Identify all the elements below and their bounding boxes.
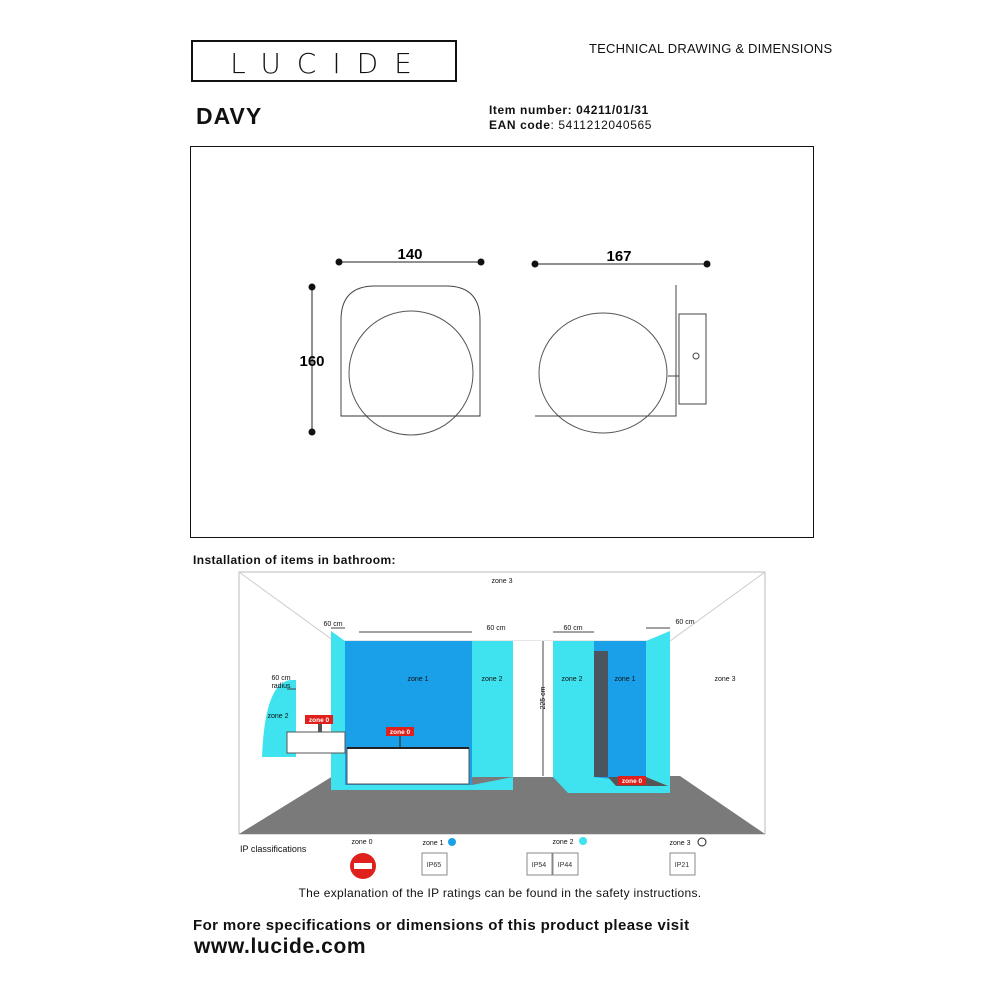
width-dimension: 140 [397, 246, 423, 263]
website-link[interactable]: www.lucide.com [194, 935, 367, 958]
zone3-right-label: zone 3 [714, 676, 736, 683]
product-meta: Item number: 04211/01/31 EAN code: 5411212040565 [489, 103, 653, 132]
depth-dimension: 167 [606, 248, 632, 265]
wall-gap [513, 641, 553, 777]
more-info-text: For more specifications or dimensions of this product please visit [193, 917, 690, 934]
ip-zone2-label: zone 2 [552, 839, 574, 846]
ip44-rating: IP44 [557, 862, 573, 869]
dim-60-right: 60 cm [675, 619, 695, 626]
ip-title: IP classifications [240, 844, 307, 854]
height-225-label: 225 cm [540, 686, 547, 710]
zone0-shower-label: zone 0 [621, 778, 643, 785]
zone1-bath-label: zone 1 [407, 676, 429, 683]
dimension-dot [336, 259, 343, 266]
zone2-shower-label: zone 2 [561, 676, 583, 683]
zone1-shower-label: zone 1 [614, 676, 636, 683]
dim-60-shower: 60 cm [563, 625, 583, 632]
zone2-shower-wall [553, 641, 594, 777]
zone2-left-wall [331, 631, 345, 790]
item-number-label: Item number: [489, 103, 573, 117]
side-view [532, 261, 711, 434]
bathroom-zones-diagram [0, 565, 1000, 885]
ip21-rating: IP21 [674, 862, 690, 869]
dimension-dot [704, 261, 711, 268]
dim-60-left: 60 cm [323, 621, 343, 628]
bathtub [347, 748, 469, 784]
zone0-bath-label: zone 0 [389, 729, 411, 736]
zone0-sink-label: zone 0 [308, 717, 330, 724]
zone2-sink-label: zone 2 [267, 713, 289, 720]
dim-60-bath: 60 cm [486, 625, 506, 632]
ean-label: EAN code [489, 118, 551, 132]
dimension-dot [309, 429, 316, 436]
ip-explanation: The explanation of the IP ratings can be found in the safety instructions. [298, 886, 702, 900]
shower-screen [594, 651, 608, 777]
height-dimension: 160 [299, 353, 325, 370]
ip-zone0-label: zone 0 [351, 839, 373, 846]
zone3-top-label: zone 3 [491, 578, 513, 585]
dimension-dot [309, 284, 316, 291]
front-view [309, 259, 485, 436]
ean-value: 5411212040565 [558, 118, 653, 132]
zone2-right-wall [646, 631, 670, 793]
zone2-bath-wall [472, 641, 513, 777]
radius-line2: radius [271, 683, 291, 690]
item-number-value: 04211/01/31 [576, 103, 649, 117]
ip-zone3-label: zone 3 [669, 840, 691, 847]
ip54-rating: IP54 [531, 862, 547, 869]
document-type: TECHNICAL DRAWING & DIMENSIONS [589, 41, 833, 56]
logo-text: LUCIDE [230, 47, 428, 80]
zone3-dot-icon [698, 838, 706, 846]
radius-line1: 60 cm [271, 675, 291, 682]
sink [287, 732, 345, 753]
zone2-bath-label: zone 2 [481, 676, 503, 683]
bathroom-section-title: Installation of items in bathroom: [193, 553, 396, 567]
ip65-rating: IP65 [426, 862, 442, 869]
product-name: DAVY [196, 103, 263, 129]
dimension-dot [532, 261, 539, 268]
zone2-dot-icon [579, 837, 587, 845]
dimension-dot [478, 259, 485, 266]
ip-zone1-label: zone 1 [422, 840, 444, 847]
zone1-dot-icon [448, 838, 456, 846]
